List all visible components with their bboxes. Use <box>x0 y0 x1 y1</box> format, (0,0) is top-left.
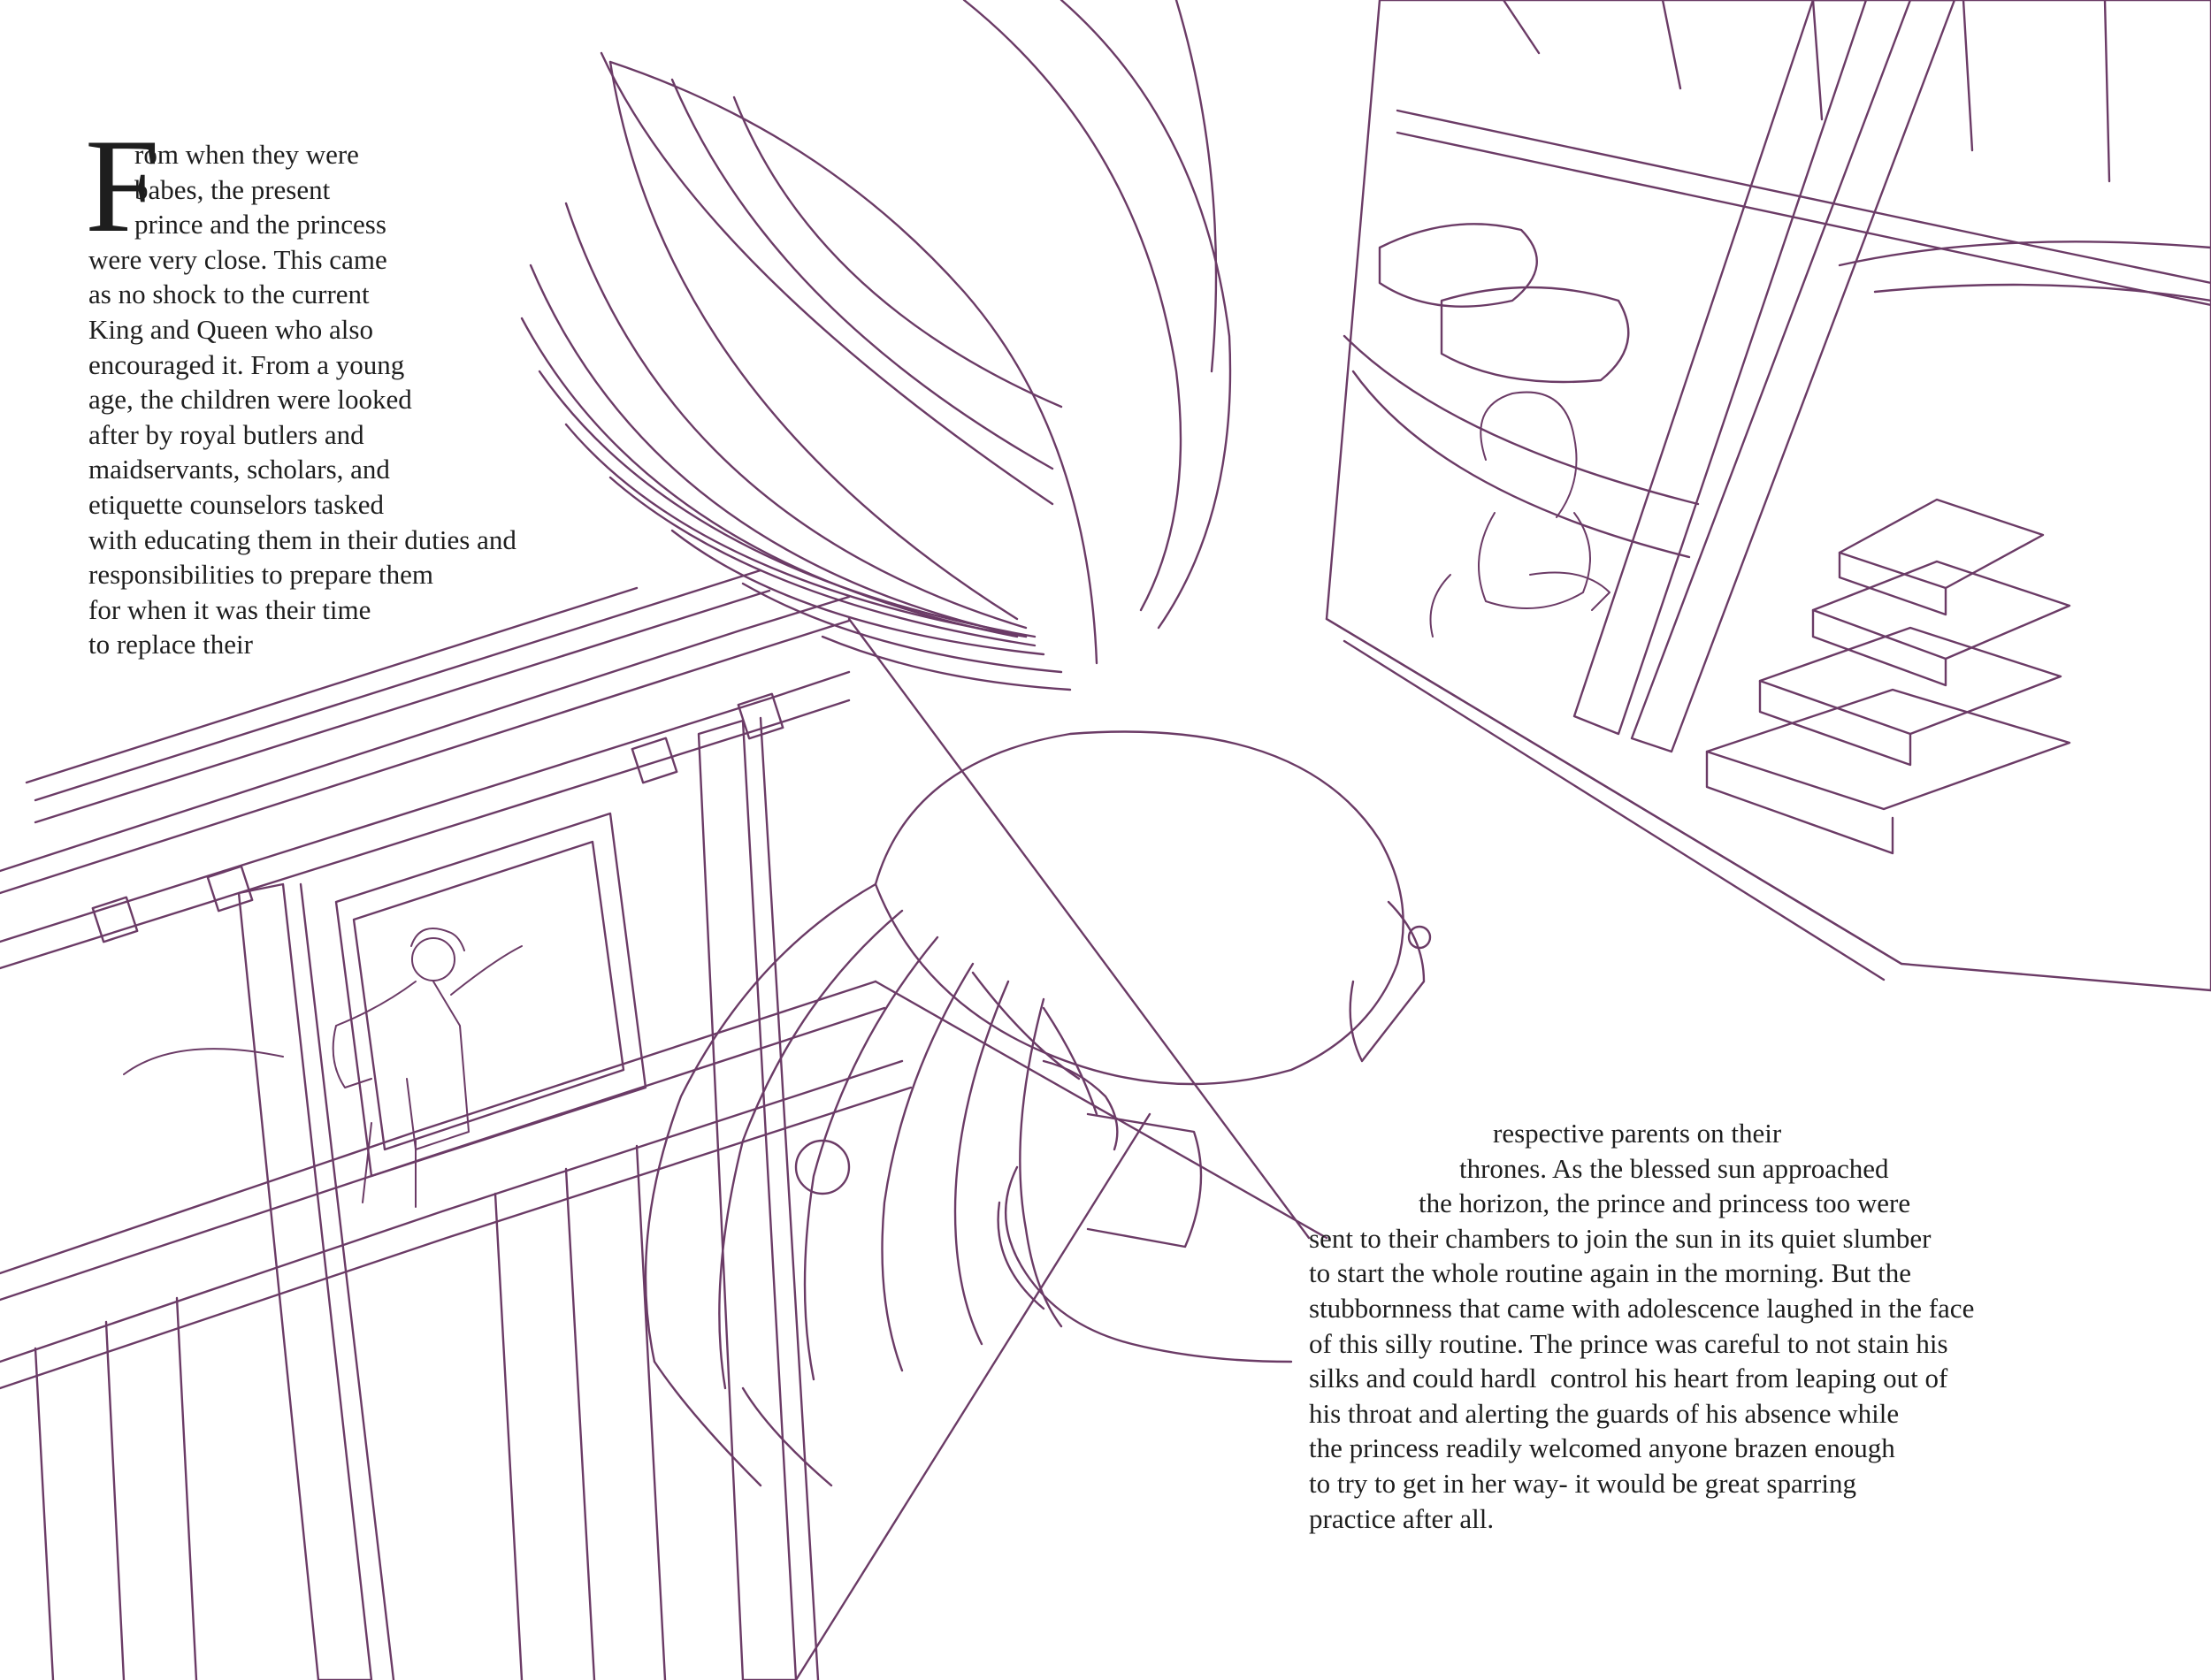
story-line: King and Queen who also <box>88 313 373 345</box>
story-text-top <box>88 137 619 662</box>
story-line: of this silly routine. The prince was careful to not stain his <box>1309 1327 1948 1359</box>
princess-figure <box>1431 393 1610 637</box>
drop-cap: F <box>85 111 160 260</box>
story-line: responsibilities to prepare them <box>88 559 433 591</box>
story-line: silks and could hardl control his heart from leaping out of <box>1309 1363 1948 1394</box>
story-line: the horizon, the prince and princess too were <box>1419 1187 1911 1219</box>
story-line: age, the children were looked <box>88 384 412 416</box>
story-line: to try to get in her way- it would be great sparring <box>1309 1467 1856 1499</box>
large-bird-drawing <box>522 0 1430 1485</box>
story-line: maidservants, scholars, and <box>88 454 390 485</box>
story-line: thrones. As the blessed sun approached <box>1459 1152 1889 1184</box>
story-line: as no shock to the current <box>88 279 370 310</box>
story-line: prince and the princess <box>134 209 386 241</box>
story-line: etiquette counselors tasked <box>88 488 385 520</box>
story-line: sent to their chambers to join the sun in its quiet slumber <box>1309 1222 1932 1254</box>
story-line: practice after all. <box>1309 1502 1495 1534</box>
story-line: babes, the present <box>134 173 331 205</box>
palace-walkway-drawing <box>0 570 1327 1680</box>
story-line: for when it was their time <box>88 593 371 625</box>
book-stack <box>1707 500 2069 853</box>
story-line: encouraged it. From a young <box>88 348 405 380</box>
story-text-bottom <box>1309 1116 2105 1536</box>
story-line: rom when they were <box>134 139 359 170</box>
story-line: his throat and alerting the guards of his absence while <box>1309 1397 1900 1429</box>
story-line: with educating them in their duties and <box>88 523 516 555</box>
story-line: were very close. This came <box>88 243 387 275</box>
story-line: after by royal butlers and <box>88 418 364 450</box>
story-line: respective parents on their <box>1493 1118 1782 1149</box>
interior-room-drawing <box>1327 0 2211 990</box>
story-line: stubbornness that came with adolescence laughed in the face <box>1309 1292 1975 1324</box>
story-line: to replace their <box>88 629 253 661</box>
story-line: the princess readily welcomed anyone brazen enough <box>1309 1432 1895 1464</box>
story-line: to start the whole routine again in the morning. But the <box>1309 1257 1912 1289</box>
